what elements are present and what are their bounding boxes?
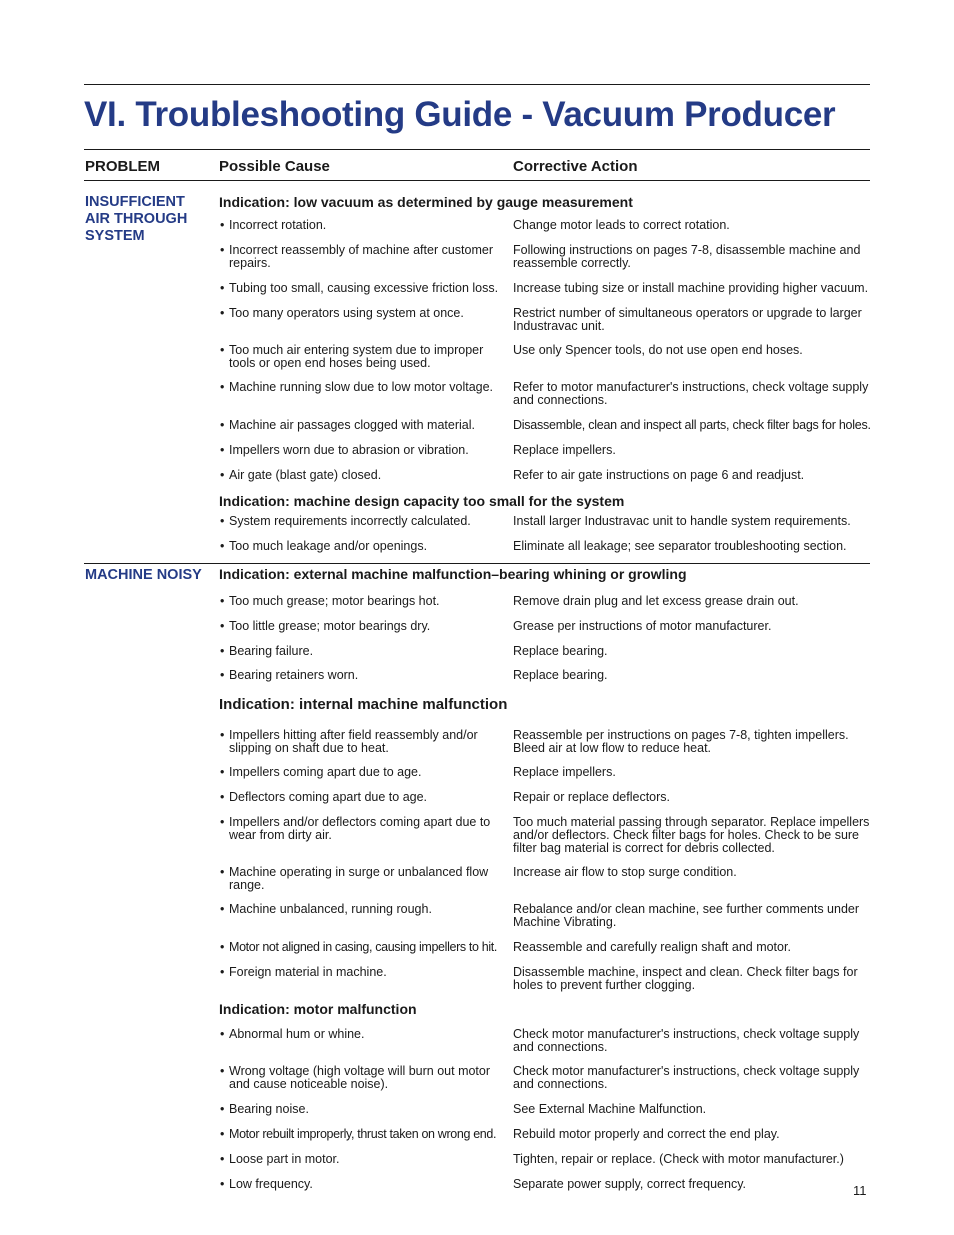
bullet-icon: • bbox=[220, 1127, 225, 1141]
action-cell: Rebuild motor properly and correct the end play. bbox=[513, 1127, 780, 1141]
action-cell: Disassemble, clean and inspect all parts, check filter bags for holes. bbox=[513, 418, 871, 432]
bullet-icon: • bbox=[220, 965, 225, 979]
cause-cell: • Motor rebuilt improperly, thrust taken on wrong end. bbox=[220, 1127, 497, 1141]
cause-cell: • Air gate (blast gate) closed. bbox=[220, 468, 382, 482]
cause-cell: • Too much air entering system due to improper tools or open end hoses being used. bbox=[220, 343, 484, 370]
bullet-icon: • bbox=[220, 594, 225, 608]
action-cell: Eliminate all leakage; see separator troubleshooting section. bbox=[513, 539, 847, 553]
cause-cell: • Machine air passages clogged with material. bbox=[220, 418, 475, 432]
bullet-icon: • bbox=[220, 902, 225, 916]
indication-heading: Indication: machine design capacity too small for the system bbox=[219, 493, 625, 509]
action-column-header: Corrective Action bbox=[513, 158, 638, 175]
problem-column-header: PROBLEM bbox=[85, 158, 160, 175]
action-cell: Tighten, repair or replace. (Check with motor manufacturer.) bbox=[513, 1152, 844, 1166]
cause-cell: • Abnormal hum or whine. bbox=[220, 1027, 365, 1041]
page-number: 11 bbox=[853, 1183, 867, 1198]
cause-cell: • Impellers and/or deflectors coming apart due to wear from dirty air. bbox=[220, 815, 491, 842]
cause-cell: • Too many operators using system at once. bbox=[220, 306, 464, 320]
bullet-icon: • bbox=[220, 728, 225, 742]
cause-cell: • Machine running slow due to low motor voltage. bbox=[220, 380, 494, 394]
action-cell: Increase air flow to stop surge condition. bbox=[513, 865, 737, 879]
bullet-icon: • bbox=[220, 418, 225, 432]
action-cell: Repair or replace deflectors. bbox=[513, 790, 671, 804]
cause-cell: • Incorrect rotation. bbox=[220, 218, 327, 232]
cause-cell: • Low frequency. bbox=[220, 1177, 313, 1191]
cause-cell: • Bearing noise. bbox=[220, 1102, 309, 1116]
cause-cell: • Too little grease; motor bearings dry. bbox=[220, 619, 431, 633]
cause-cell: • Too much grease; motor bearings hot. bbox=[220, 594, 440, 608]
cause-cell: • Machine unbalanced, running rough. bbox=[220, 902, 432, 916]
action-cell: Restrict number of simultaneous operators or upgrade to larger Industravac unit. bbox=[513, 306, 862, 333]
cause-column-header: Possible Cause bbox=[219, 158, 330, 175]
cause-cell: • Too much leakage and/or openings. bbox=[220, 539, 428, 553]
cause-cell: • Foreign material in machine. bbox=[220, 965, 387, 979]
bullet-icon: • bbox=[220, 243, 225, 257]
cause-cell: • Loose part in motor. bbox=[220, 1152, 340, 1166]
bullet-icon: • bbox=[220, 790, 225, 804]
bullet-icon: • bbox=[220, 644, 225, 658]
cause-cell: • Impellers hitting after field reassembly and/or slipping on shaft due to heat. bbox=[220, 728, 478, 755]
bullet-icon: • bbox=[220, 668, 225, 682]
bullet-icon: • bbox=[220, 815, 225, 829]
cause-cell: • Tubing too small, causing excessive friction loss. bbox=[220, 281, 499, 295]
action-cell: Refer to air gate instructions on page 6 and readjust. bbox=[513, 468, 805, 482]
cause-cell: • Deflectors coming apart due to age. bbox=[220, 790, 428, 804]
action-cell: Rebalance and/or clean machine, see further comments under Machine Vibrating. bbox=[513, 902, 860, 929]
bullet-icon: • bbox=[220, 218, 225, 232]
action-cell: Refer to motor manufacturer's instructions, check voltage supply and connections. bbox=[513, 380, 869, 407]
cause-cell: • Incorrect reassembly of machine after customer repairs. bbox=[220, 243, 493, 270]
bullet-icon: • bbox=[220, 1152, 225, 1166]
cause-cell: • Bearing failure. bbox=[220, 644, 314, 658]
action-cell: Grease per instructions of motor manufacturer. bbox=[513, 619, 772, 633]
bullet-icon: • bbox=[220, 1064, 225, 1078]
bullet-icon: • bbox=[220, 619, 225, 633]
cause-cell: • Motor not aligned in casing, causing impellers to hit. bbox=[220, 940, 498, 954]
action-cell: Replace bearing. bbox=[513, 644, 608, 658]
action-cell: Replace impellers. bbox=[513, 443, 616, 457]
cause-cell: • Impellers worn due to abrasion or vibration. bbox=[220, 443, 469, 457]
action-cell: Replace impellers. bbox=[513, 765, 616, 779]
action-cell: Replace bearing. bbox=[513, 668, 608, 682]
action-cell: Reassemble and carefully realign shaft and motor. bbox=[513, 940, 791, 954]
action-cell: Use only Spencer tools, do not use open end hoses. bbox=[513, 343, 803, 357]
bullet-icon: • bbox=[220, 1027, 225, 1041]
bullet-icon: • bbox=[220, 865, 225, 879]
bullet-icon: • bbox=[220, 1102, 225, 1116]
action-cell: Increase tubing size or install machine providing higher vacuum. bbox=[513, 281, 869, 295]
action-cell: Too much material passing through separator. Replace impellers and/or deflectors. Check filter bags for holes. Check to be sure filter bag material is correct for debris collected. bbox=[513, 815, 870, 855]
action-cell: Disassemble machine, inspect and clean. Check filter bags for holes to prevent further clogging. bbox=[513, 965, 858, 992]
action-cell: Install larger Industravac unit to handle system requirements. bbox=[513, 514, 851, 528]
bullet-icon: • bbox=[220, 443, 225, 457]
bullet-icon: • bbox=[220, 306, 225, 320]
action-cell: Separate power supply, correct frequency. bbox=[513, 1177, 746, 1191]
indication-heading: Indication: internal machine malfunction bbox=[219, 696, 508, 713]
indication-heading: Indication: motor malfunction bbox=[219, 1001, 417, 1017]
action-cell: Check motor manufacturer's instructions, check voltage supply and connections. bbox=[513, 1064, 860, 1091]
column-headers bbox=[84, 149, 870, 181]
bullet-icon: • bbox=[220, 380, 225, 394]
bullet-icon: • bbox=[220, 765, 225, 779]
section-divider bbox=[84, 563, 870, 564]
cause-cell: • Impellers coming apart due to age. bbox=[220, 765, 422, 779]
action-cell: Remove drain plug and let excess grease drain out. bbox=[513, 594, 799, 608]
bullet-icon: • bbox=[220, 940, 225, 954]
problem-label: INSUFFICIENT AIR THROUGH SYSTEM bbox=[85, 194, 188, 244]
bullet-icon: • bbox=[220, 343, 225, 357]
bullet-icon: • bbox=[220, 514, 225, 528]
indication-heading: Indication: low vacuum as determined by gauge measurement bbox=[219, 194, 633, 210]
action-cell: Check motor manufacturer's instructions, check voltage supply and connections. bbox=[513, 1027, 860, 1054]
problem-label: MACHINE NOISY bbox=[85, 567, 202, 583]
cause-cell: • Bearing retainers worn. bbox=[220, 668, 359, 682]
page-title: VI. Troubleshooting Guide - Vacuum Producer bbox=[84, 95, 836, 134]
cause-cell: • Wrong voltage (high voltage will burn out motor and cause noticeable noise). bbox=[220, 1064, 491, 1091]
cause-cell: • Machine operating in surge or unbalanced flow range. bbox=[220, 865, 489, 892]
action-cell: Following instructions on pages 7-8, disassemble machine and reassemble correctly. bbox=[513, 243, 861, 270]
cause-cell: • System requirements incorrectly calculated. bbox=[220, 514, 471, 528]
top-rule bbox=[84, 84, 870, 85]
action-cell: Reassemble per instructions on pages 7-8, tighten impellers. Bleed air at low flow to reduce heat. bbox=[513, 728, 849, 755]
bullet-icon: • bbox=[220, 281, 225, 295]
bullet-icon: • bbox=[220, 539, 225, 553]
action-cell: Change motor leads to correct rotation. bbox=[513, 218, 730, 232]
indication-heading: Indication: external machine malfunction–bearing whining or growling bbox=[219, 566, 687, 582]
bullet-icon: • bbox=[220, 1177, 225, 1191]
action-cell: See External Machine Malfunction. bbox=[513, 1102, 707, 1116]
bullet-icon: • bbox=[220, 468, 225, 482]
